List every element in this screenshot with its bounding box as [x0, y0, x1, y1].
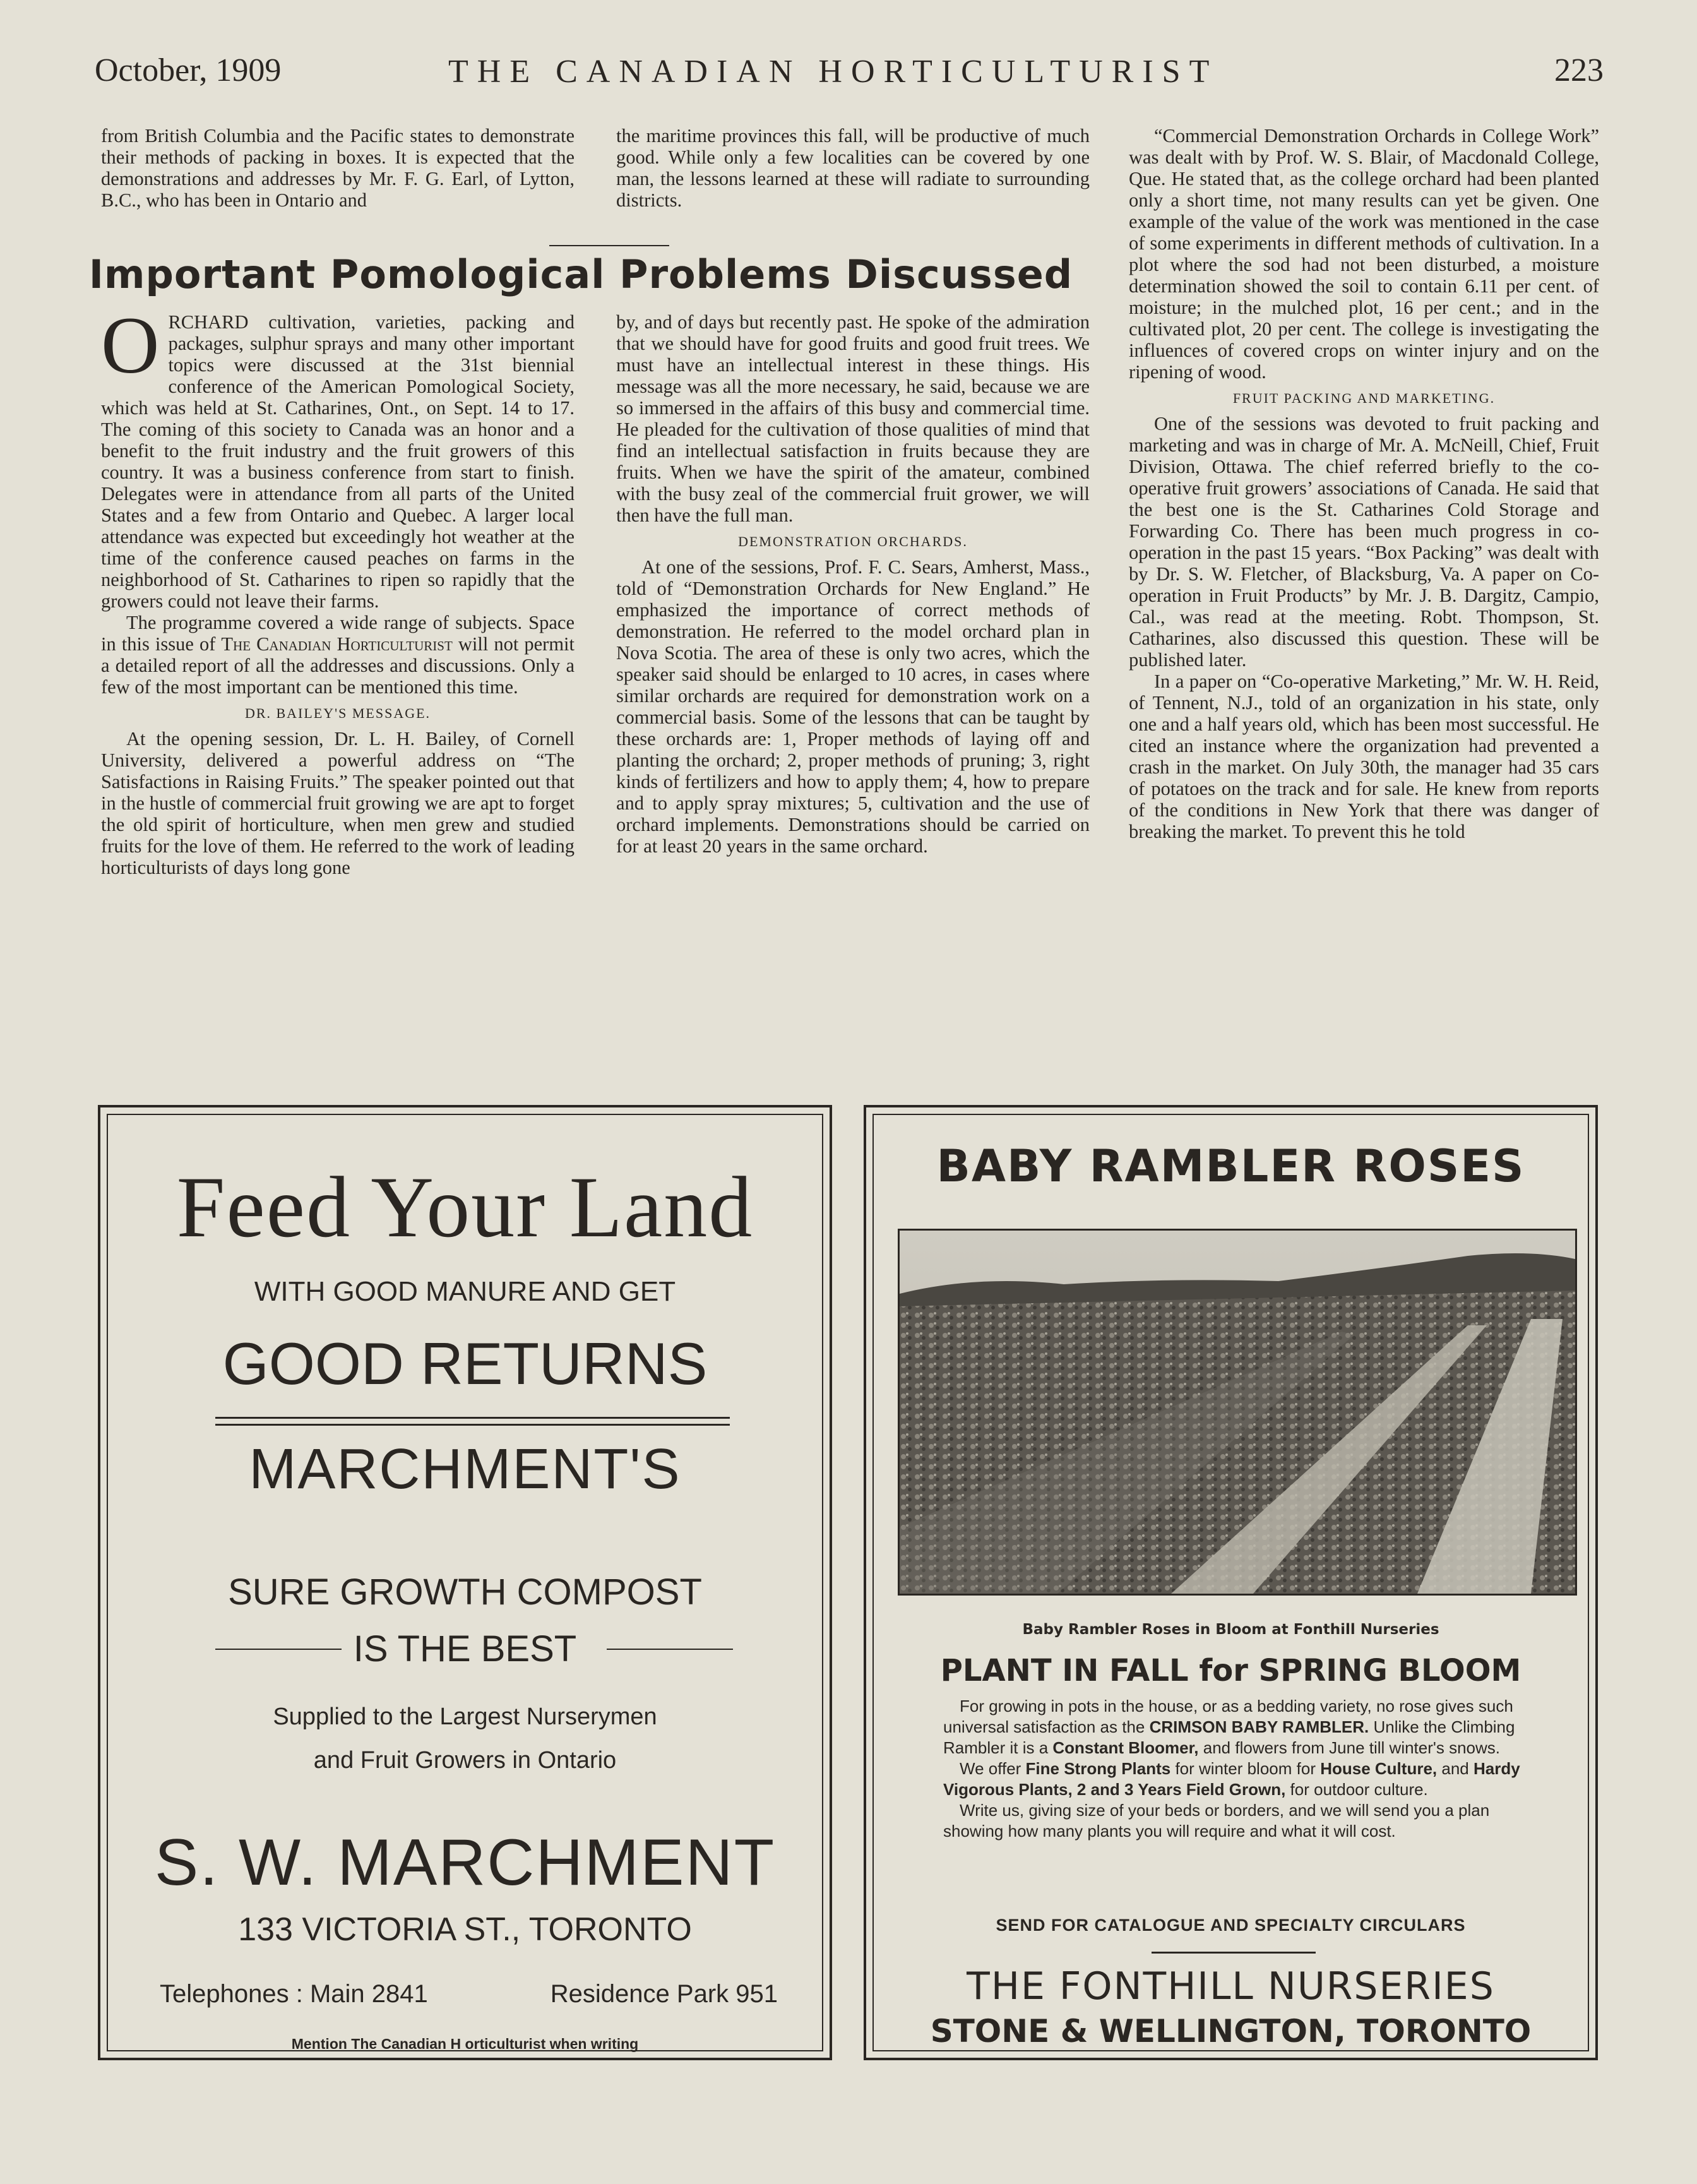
paragraph: by, and of days but recently past. He spoke of the admiration that we should have for good fruits and good fruit trees. We must have an intellectual interest in these things. His message was all the more necessary, he said, because we are so immersed in the affairs of this busy and commercial time. He pleaded for the cultivation of those qualities of mind that find an intellectual satisfaction in fruits because they are fruits. When we have the spirit of the amateur, combined with the busy zeal of the commercial fruit grower, we will then have the full man.	[616, 311, 1090, 526]
text: For growing in pots in the house, or as a bedding variety, no rose gives such universal satisfaction as the	[943, 1697, 1513, 1736]
subheading: FRUIT PACKING AND MARKETING.	[1232, 390, 1496, 406]
ad-inner-border	[107, 1114, 823, 2051]
rose-field-photo-icon	[900, 1231, 1575, 1594]
article-col1	[101, 301, 575, 878]
divider	[607, 1649, 733, 1650]
rose-field-photo	[898, 1229, 1577, 1596]
paragraph	[943, 1758, 1530, 1800]
paragraph-text: RCHARD cultivation, varieties, packing and packages, sulphur sprays and many other important topics were discussed at the 31st biennial conference of the American Pomological Society, which was held at St. Catharines, Ont., on Sept. 14 to 17. The coming of this society to Canada was an honor and a benefit to the fruit industry and the fruit growers of this country. It was a business conference from start to finish. Delegates were in attendance from all parts of the United States and a few from Ontario and Quebec. A larger local attendance was expected but exceedingly hot weather at the time of the conference caused peaches on farms in the neighborhood of St. Catharines to ripen so rapidly that the growers could not leave their farms.	[101, 311, 575, 612]
ad-line: and Fruit Growers in Ontario	[313, 1747, 617, 1774]
drop-cap: O	[101, 301, 160, 390]
marchment-advertisement	[98, 1105, 832, 2060]
article-col2	[616, 311, 1090, 857]
ad-line: GOOD RETURNS	[222, 1330, 708, 1397]
paragraph	[943, 1696, 1530, 1758]
divider	[549, 245, 669, 246]
text: and flowers from June till winter's snows.	[1198, 1738, 1501, 1757]
text: Unlike the Climbing Rambler it is a	[943, 1717, 1515, 1757]
ad-line: SURE GROWTH COMPOST	[228, 1572, 702, 1613]
ad-headline: Feed Your Land	[176, 1159, 754, 1255]
text: Fine Strong Plants	[1025, 1759, 1171, 1778]
article-headline: Important Pomological Problems Discussed	[88, 251, 1073, 297]
text: for outdoor culture.	[1285, 1780, 1428, 1799]
ad-line: WITH GOOD MANURE AND GET	[254, 1276, 676, 1307]
ad-company: S. W. MARCHMENT	[154, 1826, 776, 1899]
page-number: 223	[1554, 52, 1604, 88]
text: We offer	[960, 1759, 1026, 1778]
text: House Culture,	[1320, 1759, 1438, 1778]
masthead: THE CANADIAN HORTICULTURIST	[448, 54, 1218, 90]
page-header	[95, 52, 1604, 96]
ad-footer: Mention The Canadian H orticulturist when writing	[291, 2036, 639, 2052]
ad-telephone: Telephones : Main 2841	[160, 1980, 428, 2008]
ad-call-to-action: SEND FOR CATALOGUE AND SPECIALTY CIRCULARS	[996, 1916, 1466, 1935]
paragraph	[101, 612, 575, 698]
paragraph: “Commercial Demonstration Orchards in College Work” was dealt with by Prof. W. S. Blair, of Macdonald College, Que. He stated that, as the college orchard had been planted only a short time, not many results can yet be given. One example of the value of the work was mentioned in the case of some experiments in different methods of cultivation. In a plot where the sod had not been disturbed, a moisture determination showed the soil to contain 6.11 per cent. of moisture; in the mulched plot, 16 per cent.; and in the cultivated plot, 20 per cent. The college is investigating the influences of covered crops on winter injury and on the ripening of wood.	[1129, 125, 1599, 383]
ad-line: IS THE BEST	[353, 1628, 577, 1669]
paragraph	[101, 301, 575, 612]
paragraph: Write us, giving size of your beds or borders, and we will send you a plan showing how many plants you will require and what it will cost.	[943, 1801, 1490, 1841]
paragraph-text: will not permit a detailed report of all the addresses and discussions. Only a few of the most important can be mentioned this time.	[101, 633, 575, 698]
paragraph: from British Columbia and the Pacific states to demonstrate their methods of packing in boxes. It is expected that the demonstrations and addresses by Mr. F. G. Earl, of Lytton, B.C., who has been in Ontario and	[101, 125, 575, 211]
ad-line: Supplied to the Largest Nurserymen	[273, 1704, 657, 1730]
photo-caption: Baby Rambler Roses in Bloom at Fonthill Nurseries	[1022, 1621, 1439, 1638]
divider	[1152, 1952, 1316, 1954]
text: for winter bloom for	[1170, 1759, 1321, 1778]
publication-name: The Canadian Horticulturist	[221, 633, 453, 655]
subheading: DR. BAILEY'S MESSAGE.	[244, 705, 431, 721]
fonthill-advertisement	[864, 1105, 1598, 2060]
text: CRIMSON BABY RAMBLER.	[1149, 1717, 1369, 1736]
subheading: DEMONSTRATION ORCHARDS.	[738, 534, 968, 549]
article-top-col2	[616, 125, 1090, 211]
ad-title: BABY RAMBLER ROSES	[936, 1140, 1525, 1192]
double-rule	[215, 1417, 730, 1426]
ad-address: STONE & WELLINGTON, TORONTO	[930, 2013, 1532, 2050]
ad-inner-border	[872, 1114, 1589, 2051]
article-col3	[1129, 125, 1599, 842]
paragraph: One of the sessions was devoted to fruit packing and marketing and was in charge of Mr. A. McNeill, Chief, Fruit Division, Ottawa. The chief referred briefly to the co-operative fruit growers’ associations of Canada. He said that the best one is the St. Catharines Cold Storage and Forwarding Co. There has been much progress in co-operation in the past 15 years. “Box Packing” was dealt with by Dr. S. W. Fletcher, of Blacksburg, Va. A paper on Co-operation in Fruit Products” by Mr. J. B. Dargitz, Campio, Cal., was read at the meeting. Robt. Thompson, St. Catharines, also discussed this question. These will be published later.	[1129, 413, 1599, 671]
ad-body	[943, 1696, 1530, 1842]
paragraph: the maritime provinces this fall, will be productive of much good. While only a few localities can be covered by one man, the lessons learned at these will radiate to surrounding districts.	[616, 125, 1090, 211]
paragraph-text: The programme covered a wide range of subjects. Space in this issue of	[101, 612, 575, 655]
ad-subtitle: PLANT IN FALL for SPRING BLOOM	[940, 1653, 1521, 1688]
paragraph: At the opening session, Dr. L. H. Bailey, of Cornell University, delivered a powerful address on “The Satisfactions in Raising Fruits.” The speaker pointed out that in the hustle of commercial fruit growing we are apt to forget the old spirit of horticulture, when men grew and studied fruits for the love of them. He referred to the work of leading horticulturists of days long gone	[101, 728, 575, 878]
text: Constant Bloomer,	[1052, 1738, 1199, 1757]
text: Hardy Vigorous Plants, 2 and 3 Years Field Grown,	[943, 1759, 1520, 1799]
issue-date: October, 1909	[95, 52, 282, 88]
text: and	[1437, 1759, 1474, 1778]
ad-company: THE FONTHILL NURSERIES	[967, 1964, 1495, 2008]
paragraph: At one of the sessions, Prof. F. C. Sears, Amherst, Mass., told of “Demonstration Orchards for New England.” He emphasized the importance of correct methods of demonstration. He referred to the model orchard plan in Nova Scotia. The area of these is only two acres, which the speaker said should be enlarged to 10 acres, in cases where similar orchards are required for demonstration work on a commercial basis. Some of the lessons that can be taught by these orchards are: 1, Proper methods of laying off and planting the orchard; 2, proper methods of pruning; 3, right kinds of fertilizers and how to apply them; 4, how to prepare and to apply spray mixtures; 5, cultivation and the use of orchard implements. Demonstrations should be carried on for at least 20 years in the same orchard.	[616, 556, 1090, 857]
ad-brand: MARCHMENT'S	[249, 1438, 681, 1501]
paragraph: In a paper on “Co-operative Marketing,” Mr. W. H. Reid, of Tennent, N.J., told of an organization in his state, only one and a half years old, which has been most successful. He cited an instance where the organization had prevented a crash in the market. On July 30th, the manager had 35 cars of potatoes on the track and for sale. He knew from reports of the conditions in New York that there was danger of breaking the market. To prevent this he told	[1129, 671, 1599, 842]
article-top-col1	[101, 125, 575, 211]
ad-address: 133 VICTORIA ST., TORONTO	[238, 1911, 692, 1948]
ad-telephone: Residence Park 951	[550, 1980, 778, 2008]
